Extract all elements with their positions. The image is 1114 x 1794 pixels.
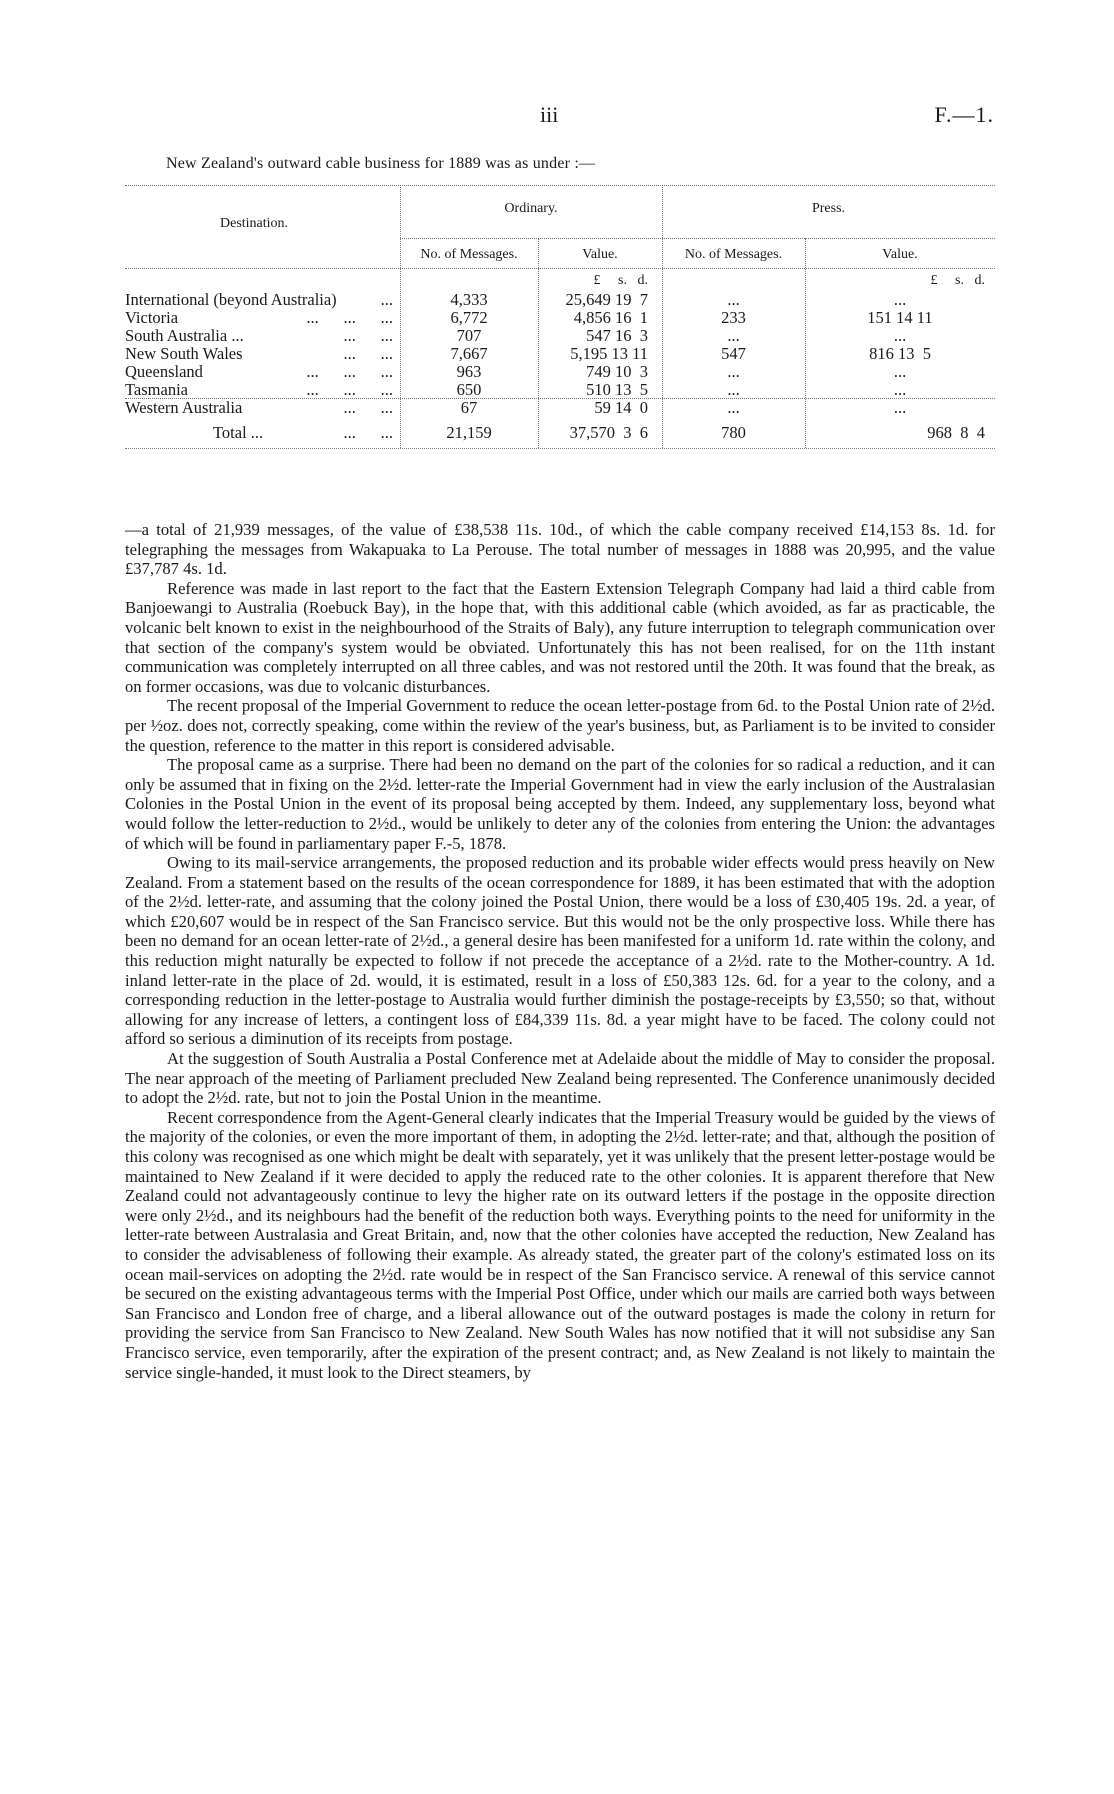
total-press-value: 968 8 4 [927, 423, 985, 442]
ordinary-messages-header: No. of Messages. [420, 247, 518, 262]
press-value-header: Value. [882, 247, 918, 262]
ordinary-group-header: Ordinary. [504, 201, 558, 216]
total-press-messages: 780 [721, 423, 746, 442]
paragraph: Owing to its mail-service arrangements, the proposed reduction and its probable wider effects would press heavily on New Zealand. From a statement based on the results of the ocean correspondence for 1889, it has been estimated that with the adoption of the 2½d. letter-rate, and assuming that the colony joined the Postal Union, there would be a loss of £30,405 19s. 2d. a year, of which £20,607 would be in respect of the San Francisco service. But this would not be the only prospective loss. While there has been no demand for an ocean letter-rate of 2½d., a general desire has been manifested for a uniform 1d. rate within the colony, and this reduction might naturally be expected to follow if not precede the acceptance of a 2½d. rate to the Mother-country. A 1d. inland letter-rate in the place of 2d. would, it is estimated, result in a loss of £50,383 12s. 6d. for a year to the colony, and a corresponding reduction in the letter-postage to Australia would further diminish the postage-receipts by £3,550; so that, without allowing for any increase of letters, a contingent loss of £84,339 11s. 8d. a year might have to be faced. The colony could not afford so serious a diminution of its receipts from postage. [125, 853, 995, 1049]
table-bottom-rule [125, 448, 995, 449]
paragraph: At the suggestion of South Australia a Postal Conference met at Adelaide about the middle of May to consider the proposal. The near approach of the meeting of Parliament precluded New Zealand being represented. The Conference unanimously decided to adopt the 2½d. rate, but not to join the Postal Union in the meantime. [125, 1049, 995, 1108]
page-number: iii [540, 102, 559, 127]
page-header [0, 102, 1114, 132]
table-top-rule [125, 185, 995, 186]
destination-header: Destination. [220, 216, 289, 231]
paragraph: The recent proposal of the Imperial Government to reduce the ocean letter-postage from 6d. to the Postal Union rate of 2½d. per ½oz. does not, correctly speaking, come within the review of the year's business, but, as Parliament is to be invited to consider the question, reference to the matter in this report is considered advisable. [125, 696, 995, 755]
ordinary-value-header: Value. [582, 247, 618, 262]
total-ordinary-messages: 21,159 [446, 423, 492, 442]
report-body [125, 520, 995, 1382]
table-intro: New Zealand's outward cable business for 1889 was as under :— [166, 155, 596, 172]
header-bottom-rule [125, 268, 995, 269]
paragraph: Recent correspondence from the Agent-General clearly indicates that the Imperial Treasury would be guided by the views of the majority of the colonies, or even the more important of them, in adopting the 2½d. letter-rate; and that, although the position of this colony was recognised as one which might be dealt with separately, yet it was unlikely that the present letter-postage would be maintained to New Zealand if it were decided to apply the reduced rate to the other colonies. It is apparent therefore that New Zealand could not advantageously continue to levy the higher rate on its outward letters if the postage in the opposite direction were only 2½d., and its neighbours had the benefit of the reduction both ways. Everything points to the need for uniformity in the letter-rate between Australasia and Great Britain, and, now that the other colonies have accepted the reduction, New Zealand has to consider the advisableness of following their example. As already stated, the greater part of the colony's estimated loss on its ocean mail-services on adopting the 2½d. rate would be in respect of the San Francisco service. A renewal of this service cannot be secured on the existing advantageous terms with the Imperial Post Office, under which our mails are carried both ways between San Francisco and London free of charge, and a liberal allowance out of the outward postages is made the colony in return for providing the service from San Francisco to New Zealand. New South Wales has now notified that it will not subsidise any San Francisco service, even temporarily, after the expiration of the present contract; and, as New Zealand is not likely to maintain the service single-handed, it must look to the Direct steamers, by [125, 1107, 995, 1382]
total-ordinary-value: 37,570 3 6 [569, 423, 648, 442]
subheader-rule [400, 238, 995, 239]
press-currency-units: £ s. d. [930, 273, 985, 288]
paragraph: Reference was made in last report to the fact that the Eastern Extension Telegraph Company had laid a third cable from Banjoewangi to Australia (Roebuck Bay), in the hope that, with this additional cable (which avoided, as far as practicable, the volcanic belt known to exist in the neighbourhood of the Straits of Baly), any future interruption to telegraph communication over that section of the company's system would be obviated. Unfortunately this has not been realised, for on the 11th instant communication was completely interrupted on all three cables, and was not restored until the 20th. It was found that the break, as on former occasions, was due to volcanic disturbances. [125, 578, 995, 696]
ordinary-currency-units: £ s. d. [593, 273, 648, 288]
paragraph: The proposal came as a surprise. There had been no demand on the part of the colonies for so radical a reduction, and it can only be assumed that in fixing on the 2½d. letter-rate the Imperial Government had in view the early inclusion of the Australasian Colonies in the Postal Union in the event of its proposal being accepted by them. Indeed, any supplementary loss, beyond what would follow the letter-reduction to 2½d., would be unlikely to deter any of the colonies from entering the Union: the advantages of which will be found in parliamentary paper F.-5, 1878. [125, 755, 995, 853]
paragraph: —a total of 21,939 messages, of the value of £38,538 11s. 10d., of which the cable company received £14,153 8s. 1d. for telegraphing the messages from Wakapuaka to La Perouse. The total number of messages in 1888 was 20,995, and the value £37,787 4s. 1d. [125, 520, 995, 579]
document-reference: F.—1. [934, 102, 994, 127]
press-group-header: Press. [811, 201, 846, 216]
total-label: Total ... [213, 423, 264, 442]
press-messages-header: No. of Messages. [684, 247, 783, 262]
cable-business-table: Destination. Ordinary. Press. No. of Messages. Value. No. of Messages. Value. £ s. d. £ s. d. International (beyond Australia) ... 4,333 25,649 19 7 ... ... Victoria ... ... ... 6,772 4,856 16 1 233 151 14 11 South Australia ... ... ... 707 547 16 3 ... ... New South Wales ... ... 7,667 5,195 13 11 547 816 13 5 Queensland ... ... ... 963 749 10 3 ... ... Tasmania ... ... ... 650 510 13 5 ... ... Western Australia ... ... 67 59 14 0 ... ... Total ... ... ... 21,159 37,570 3 6 780 968 8 4 [125, 185, 995, 520]
